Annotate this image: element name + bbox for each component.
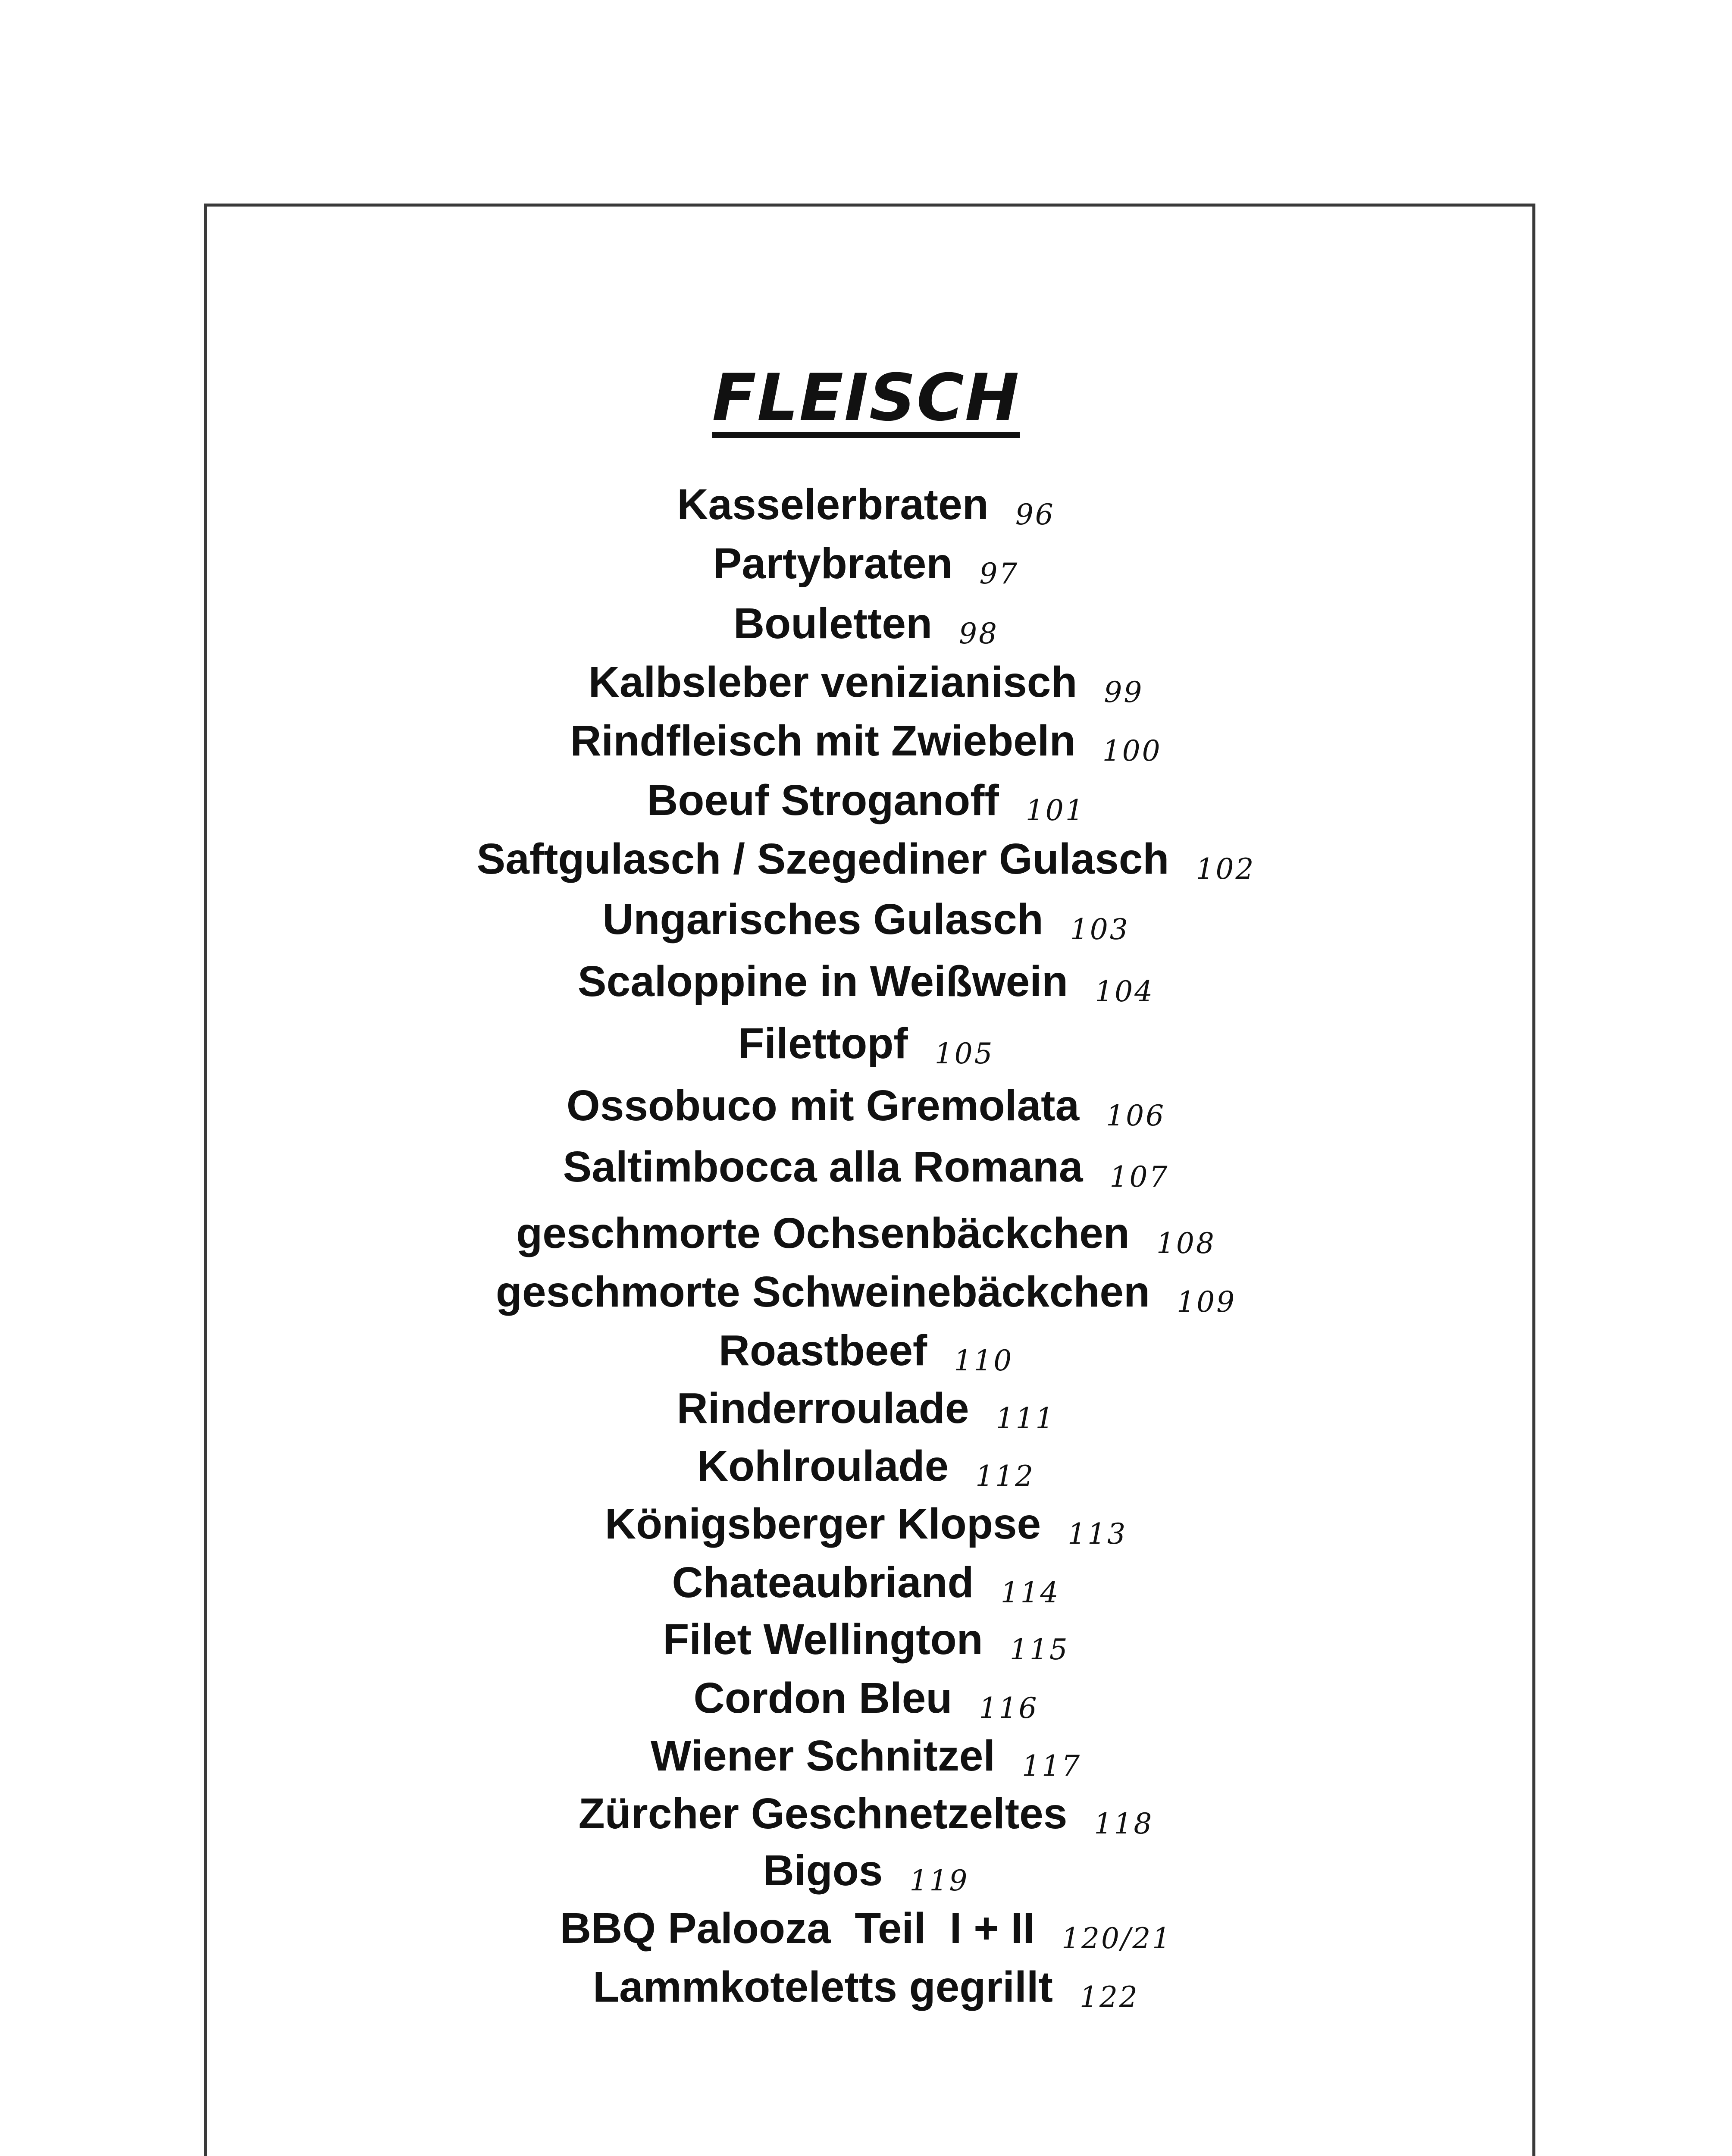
recipe-page-number: 106: [1106, 1099, 1166, 1132]
recipe-list-item: [0, 1137, 1732, 1197]
recipe-list-item: [0, 1378, 1732, 1438]
recipe-list-item: [0, 1957, 1732, 2017]
recipe-list-item: [0, 889, 1732, 950]
recipe-page-number: 116: [979, 1692, 1039, 1725]
recipe-page-number: 108: [1156, 1227, 1216, 1260]
recipe-page-number: 96: [1015, 498, 1055, 531]
recipe-name: Filettopf: [738, 1019, 908, 1068]
recipe-name: Saftgulasch / Szegediner Gulasch: [476, 835, 1169, 883]
recipe-page-number: 103: [1070, 913, 1130, 946]
recipe-list-item: [0, 652, 1732, 712]
recipe-list-item: [0, 1320, 1732, 1381]
recipe-page-number: 104: [1095, 975, 1155, 1008]
recipe-page-number: 99: [1104, 676, 1144, 709]
recipe-name: Königsberger Klopse: [604, 1500, 1041, 1548]
recipe-list-item: [0, 1898, 1732, 1959]
recipe-page-number: 109: [1177, 1285, 1237, 1319]
recipe-page-number: 113: [1068, 1517, 1128, 1551]
recipe-page-number: 97: [979, 557, 1019, 590]
recipe-list-item: [0, 593, 1732, 654]
recipe-page-number: 122: [1079, 1981, 1139, 2014]
recipe-list-item: [0, 1668, 1732, 1728]
recipe-page-number: 101: [1025, 794, 1085, 827]
recipe-list-item: [0, 1262, 1732, 1322]
recipe-page-number: 120/21: [1061, 1922, 1172, 1955]
recipe-page-number: 112: [975, 1460, 1035, 1493]
recipe-name: Wiener Schnitzel: [650, 1732, 996, 1780]
recipe-page-number: 100: [1102, 734, 1162, 768]
recipe-name: Zürcher Geschnetzeltes: [578, 1789, 1068, 1838]
recipe-name: Bigos: [763, 1846, 883, 1895]
recipe-name: Saltimbocca alla Romana: [563, 1143, 1083, 1191]
recipe-name: Boeuf Stroganoff: [647, 776, 999, 824]
recipe-page-number: 98: [959, 617, 999, 650]
recipe-list-item: [0, 1552, 1732, 1613]
recipe-name: Lammkoteletts gegrillt: [593, 1963, 1053, 2011]
recipe-list-item: [0, 1726, 1732, 1786]
recipe-name: Kohlroulade: [697, 1442, 949, 1490]
recipe-list-item: [0, 951, 1732, 1012]
recipe-page-number: 110: [954, 1344, 1014, 1377]
recipe-list-item: [0, 1840, 1732, 1901]
recipe-name: geschmorte Ochsenbäckchen: [516, 1209, 1130, 1257]
recipe-list-item: [0, 474, 1732, 535]
recipe-page-number: 117: [1022, 1749, 1082, 1783]
recipe-name: Chateaubriand: [672, 1558, 974, 1607]
recipe-name: Partybraten: [713, 539, 953, 588]
recipe-list-item: [0, 1436, 1732, 1496]
recipe-list-item: [0, 533, 1732, 594]
recipe-list-item: [0, 1203, 1732, 1263]
recipe-name: Scaloppine in Weißwein: [577, 957, 1068, 1006]
recipe-name: Roastbeef: [718, 1326, 927, 1375]
recipe-list-item: [0, 829, 1732, 889]
recipe-list-item: [0, 711, 1732, 771]
section-title: [0, 361, 1732, 438]
recipe-name: Rindfleisch mit Zwiebeln: [570, 717, 1076, 765]
recipe-list-item: [0, 770, 1732, 830]
recipe-list-item: [0, 1494, 1732, 1554]
recipe-name: Kalbsleber venizianisch: [588, 658, 1077, 706]
recipe-page-number: 105: [934, 1037, 994, 1070]
recipe-name: Filet Wellington: [663, 1615, 983, 1664]
recipe-page-number: 107: [1109, 1160, 1169, 1194]
recipe-page-number: 118: [1094, 1807, 1154, 1840]
recipe-name: Kasselerbraten: [677, 480, 989, 529]
recipe-name: Rinderroulade: [677, 1384, 969, 1432]
recipe-list-item: [0, 1783, 1732, 1844]
recipe-name: BBQ Palooza Teil I + II: [560, 1904, 1035, 1952]
recipe-name: Cordon Bleu: [693, 1674, 952, 1722]
recipe-name: geschmorte Schweinebäckchen: [495, 1268, 1150, 1316]
recipe-page-number: 102: [1196, 852, 1256, 886]
recipe-page-number: 119: [909, 1864, 969, 1897]
recipe-list-item: [0, 1075, 1732, 1136]
recipe-name: Ungarisches Gulasch: [602, 895, 1043, 943]
recipe-list-item: [0, 1013, 1732, 1074]
recipe-name: Bouletten: [733, 599, 933, 648]
recipe-page-number: 115: [1009, 1633, 1069, 1666]
recipe-name: Ossobuco mit Gremolata: [566, 1081, 1080, 1130]
recipe-list-item: [0, 1609, 1732, 1670]
recipe-page-number: 114: [1000, 1576, 1060, 1609]
section-title-text: FLEISCH: [712, 366, 1020, 438]
recipe-page-number: 111: [996, 1402, 1055, 1435]
